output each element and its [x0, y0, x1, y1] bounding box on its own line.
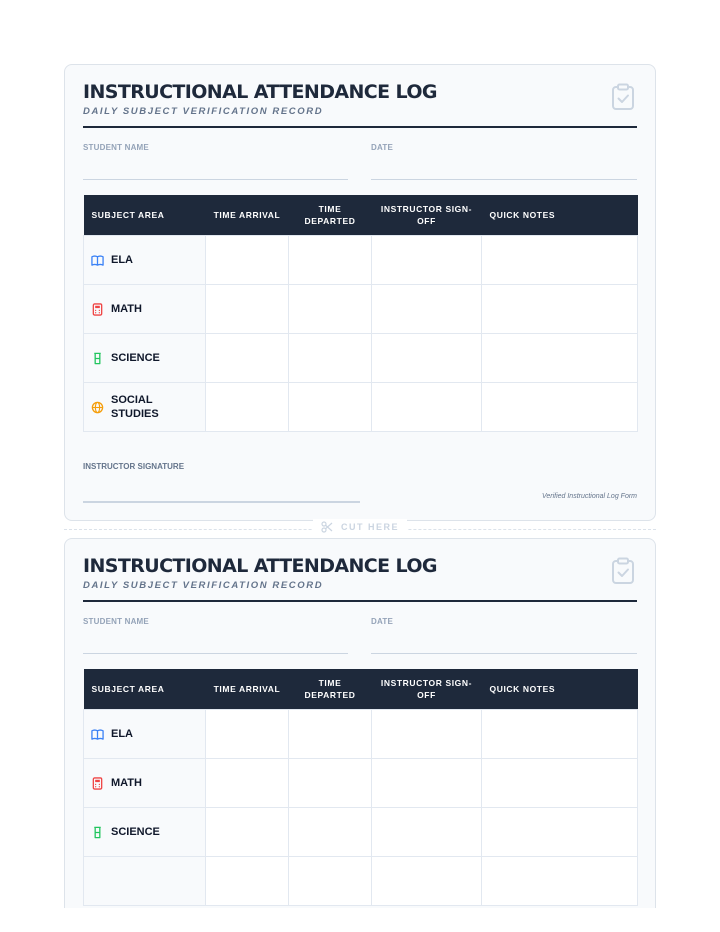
col-subject-area: SUBJECT AREA	[84, 195, 206, 236]
col-quick-notes: QUICK NOTES	[482, 669, 638, 710]
signoff-cell[interactable]	[372, 808, 482, 857]
col-time-arrival: TIME ARRIVAL	[206, 669, 289, 710]
departed-cell[interactable]	[289, 334, 372, 383]
subject-cell	[84, 334, 206, 383]
attendance-log-card-2	[64, 538, 656, 908]
table-row	[84, 334, 638, 383]
departed-cell[interactable]	[289, 236, 372, 285]
table-row	[84, 383, 638, 432]
col-time-departed: TIME DEPARTED	[289, 195, 372, 236]
col-time-arrival: TIME ARRIVAL	[206, 195, 289, 236]
date-field[interactable]	[371, 179, 637, 180]
student-name-label: STUDENT NAME	[83, 617, 149, 626]
scissors-icon	[321, 521, 333, 533]
signoff-cell[interactable]	[372, 710, 482, 759]
signoff-cell[interactable]	[372, 857, 482, 906]
arrival-cell[interactable]	[206, 285, 289, 334]
notes-cell[interactable]	[482, 285, 638, 334]
notes-cell[interactable]	[482, 383, 638, 432]
cut-here-text: CUT HERE	[340, 522, 399, 532]
title-divider	[83, 126, 637, 128]
table-row	[84, 857, 638, 906]
table-row	[84, 236, 638, 285]
arrival-cell[interactable]	[206, 808, 289, 857]
title-divider	[83, 600, 637, 602]
table-header-row	[84, 669, 638, 710]
table-row	[84, 285, 638, 334]
arrival-cell[interactable]	[206, 710, 289, 759]
signoff-cell[interactable]	[372, 236, 482, 285]
notes-cell[interactable]	[482, 808, 638, 857]
student-name-label: STUDENT NAME	[83, 143, 149, 152]
table-row	[84, 710, 638, 759]
subject-name: ELA	[111, 728, 133, 740]
attendance-log-card-1	[64, 64, 656, 521]
form-title: INSTRUCTIONAL ATTENDANCE LOG	[83, 81, 437, 103]
table-row	[84, 808, 638, 857]
departed-cell[interactable]	[289, 383, 372, 432]
clipboard-check-icon	[611, 83, 635, 111]
form-title: INSTRUCTIONAL ATTENDANCE LOG	[83, 555, 437, 577]
subject-name: SCIENCE	[111, 826, 160, 838]
col-quick-notes: QUICK NOTES	[482, 195, 638, 236]
subject-table	[83, 195, 638, 432]
departed-cell[interactable]	[289, 759, 372, 808]
form-subtitle: DAILY SUBJECT VERIFICATION RECORD	[83, 106, 324, 117]
notes-cell[interactable]	[482, 710, 638, 759]
subject-cell	[84, 857, 206, 906]
subject-name: SOCIAL STUDIES	[111, 394, 159, 420]
departed-cell[interactable]	[289, 857, 372, 906]
subject-cell	[84, 236, 206, 285]
subject-cell	[84, 808, 206, 857]
subject-cell	[84, 759, 206, 808]
flask-icon	[91, 826, 104, 839]
signoff-cell[interactable]	[372, 759, 482, 808]
subject-table	[83, 669, 638, 906]
cut-here-label	[313, 519, 407, 535]
student-name-field[interactable]	[83, 179, 348, 180]
book-icon	[91, 254, 104, 267]
table-header-row	[84, 195, 638, 236]
instructor-signature-label: INSTRUCTOR SIGNATURE	[83, 462, 185, 471]
col-time-departed: TIME DEPARTED	[289, 669, 372, 710]
book-icon	[91, 728, 104, 741]
calculator-icon	[91, 777, 104, 790]
notes-cell[interactable]	[482, 236, 638, 285]
clipboard-check-icon	[611, 557, 635, 585]
arrival-cell[interactable]	[206, 334, 289, 383]
student-name-field[interactable]	[83, 653, 348, 654]
signoff-cell[interactable]	[372, 383, 482, 432]
subject-name: MATH	[111, 777, 142, 789]
date-field[interactable]	[371, 653, 637, 654]
arrival-cell[interactable]	[206, 759, 289, 808]
table-row	[84, 759, 638, 808]
date-label: DATE	[371, 617, 393, 626]
globe-icon	[91, 401, 104, 414]
signoff-cell[interactable]	[372, 285, 482, 334]
flask-icon	[91, 352, 104, 365]
subject-cell	[84, 383, 206, 432]
notes-cell[interactable]	[482, 857, 638, 906]
col-subject-area: SUBJECT AREA	[84, 669, 206, 710]
arrival-cell[interactable]	[206, 236, 289, 285]
date-label: DATE	[371, 143, 393, 152]
instructor-signature-field[interactable]	[83, 501, 360, 503]
col-instructor-signoff: INSTRUCTOR SIGN-OFF	[372, 669, 482, 710]
subject-cell	[84, 710, 206, 759]
verified-footer-note: Verified Instructional Log Form	[541, 493, 637, 500]
signoff-cell[interactable]	[372, 334, 482, 383]
arrival-cell[interactable]	[206, 857, 289, 906]
subject-name: ELA	[111, 254, 133, 266]
col-instructor-signoff: INSTRUCTOR SIGN-OFF	[372, 195, 482, 236]
subject-name: SCIENCE	[111, 352, 160, 364]
departed-cell[interactable]	[289, 808, 372, 857]
departed-cell[interactable]	[289, 710, 372, 759]
calculator-icon	[91, 303, 104, 316]
form-subtitle: DAILY SUBJECT VERIFICATION RECORD	[83, 580, 324, 591]
departed-cell[interactable]	[289, 285, 372, 334]
subject-cell	[84, 285, 206, 334]
notes-cell[interactable]	[482, 334, 638, 383]
arrival-cell[interactable]	[206, 383, 289, 432]
notes-cell[interactable]	[482, 759, 638, 808]
subject-name: MATH	[111, 303, 142, 315]
